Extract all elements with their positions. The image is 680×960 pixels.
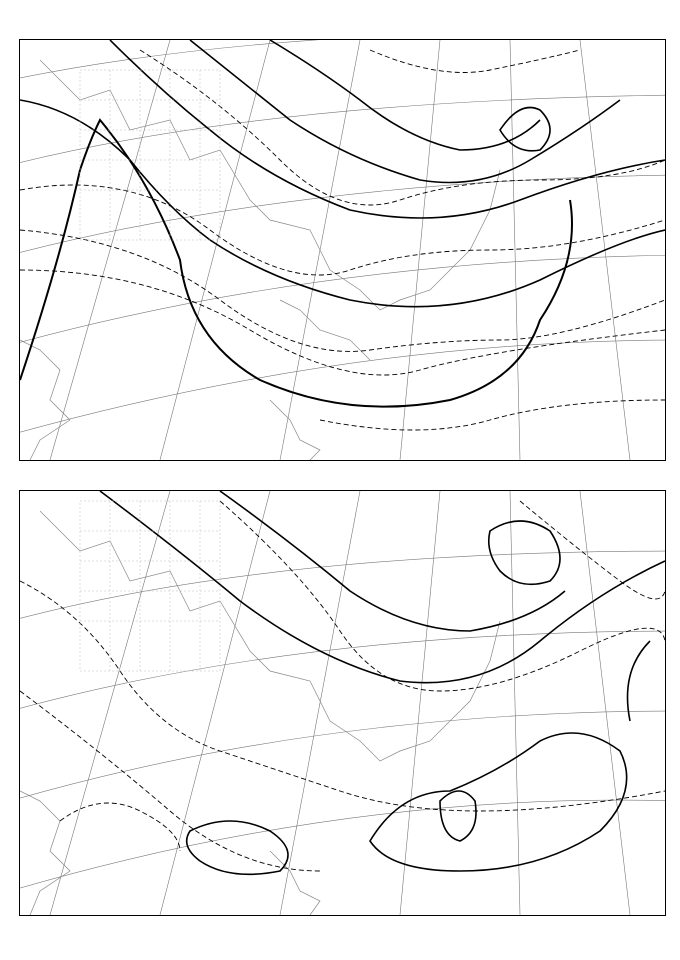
map-500hpa-canvas bbox=[20, 491, 665, 915]
analysis-500hpa-map bbox=[19, 490, 666, 916]
height-contours bbox=[100, 491, 665, 874]
map-300hpa-canvas bbox=[20, 40, 665, 460]
latitude-grid bbox=[20, 551, 665, 891]
coastlines bbox=[20, 60, 500, 460]
coastlines bbox=[20, 511, 500, 915]
chart-identifier bbox=[22, 933, 78, 949]
hatched-area bbox=[80, 70, 220, 240]
analysis-300hpa-map bbox=[19, 39, 666, 461]
height-contours bbox=[20, 40, 665, 307]
isotherms-dashed bbox=[20, 501, 665, 871]
longitude-grid bbox=[50, 491, 630, 915]
latitude-grid bbox=[20, 40, 665, 435]
longitude-grid bbox=[50, 40, 630, 460]
